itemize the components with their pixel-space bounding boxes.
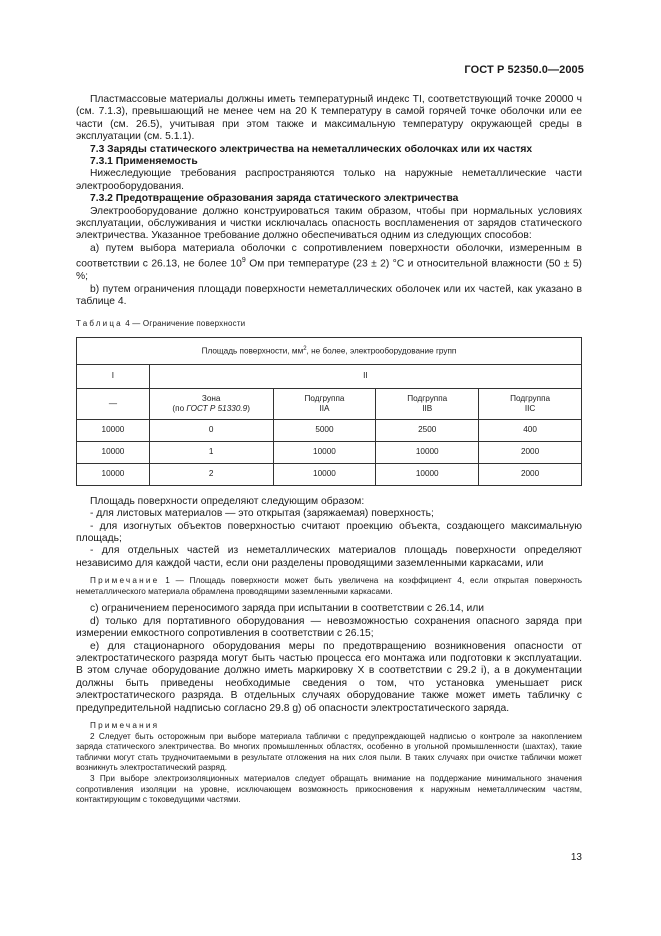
section-7-3-2-heading: 7.3.2 Предотвращение образования заряда статического электричества [90, 193, 459, 205]
table-cell: 2500 [376, 419, 479, 441]
notes-title-text: Примечания [90, 721, 160, 731]
header-main-text-end: , не более, электрооборудование групп [306, 347, 457, 357]
table-caption-word: Таблица [76, 319, 123, 329]
section-7-3-1-text: Нижеследующие требования распространяются только на наружные неметаллические части электрооборудования. [76, 168, 582, 192]
table-cell: 10000 [376, 463, 479, 485]
subgroup-IIC-header [479, 388, 582, 419]
zone-ref-standard: ГОСТ Р 51330.9 [186, 403, 248, 413]
table-cell: 2000 [479, 463, 582, 485]
zone-ref-close: ) [247, 403, 250, 413]
table-cell: 10000 [77, 463, 150, 485]
dash-cell: — [77, 388, 150, 419]
zone-label: Зона [201, 393, 221, 403]
note-1-text: 1 — Площадь поверхности может быть увеличена на коэффициент 4, если открытая поверхность неметаллического материала обрамлена проводящими заземленными каркасами. [76, 576, 582, 596]
group-I-header: I [77, 364, 150, 388]
table-cell: 10000 [376, 441, 479, 463]
table-cell: 10000 [77, 441, 150, 463]
zone-header [149, 388, 273, 419]
section-7-3-heading: 7.3 Заряды статического электричества на неметаллических оболочках или их частях [90, 143, 533, 155]
item-d: d) только для портативного оборудования — невозможностью сохранения опасного заряда при измерении емкостного сопротивления в соответствии с 26.15; [76, 615, 582, 640]
table-caption [76, 318, 582, 330]
group-II-header: II [149, 364, 581, 388]
note-3: 3 При выборе электроизоляционных материалов следует обращать внимание на поддержание минимального значения сопротивления изоляции на уровне, исключающем возможность прикосновения к наружным неметаллическим частям, контактирующим с токоведущими частями. [76, 773, 582, 805]
table-cell: 10000 [273, 463, 376, 485]
subgroup-IIB-header [376, 388, 479, 419]
area-item-curved: - для изогнутых объектов поверхностью считают проекцию объекта, создающего максимальную площадь; [76, 520, 582, 544]
paragraph-plastic-materials: Пластмассовые материалы должны иметь температурный индекс TI, соответствующий точке 20000 ч (см. 7.1.3), превышающий не менее чем на 20 К температуру в самой горячей точке оболочки или ее части (см. 26.5), учитывая при этом также и максимальную температуру окружающей среды в эксплуатации (см. 5.1.1). [76, 94, 582, 143]
table-cell: 5000 [273, 419, 376, 441]
page-content [76, 94, 582, 806]
table-row [77, 419, 582, 441]
zone-ref-open: (по [172, 403, 187, 413]
item-a-text-end: Ом при температуре (23 ± 2) °C и относительной влажности (50 ± 5) %; [76, 258, 582, 283]
subgroup-label: Подгруппа [510, 393, 551, 403]
section-7-3-2-text: Электрооборудование должно конструироваться таким образом, чтобы при нормальных условиях эксплуатации, обслуживания и чистки исключалась опасность воспламенения от зарядов статического электричества. Указанное требование должно обеспечиваться одним из следующих способов: [76, 205, 582, 242]
table-cell: 400 [479, 419, 582, 441]
table-cell: 2000 [479, 441, 582, 463]
note-1-label: Примечание [90, 576, 160, 586]
table-row [77, 463, 582, 485]
subgroup-code: IIC [524, 403, 536, 413]
item-a [76, 243, 582, 284]
subgroup-IIA-header [273, 388, 376, 419]
table-row [77, 441, 582, 463]
area-item-sheet: - для листовых материалов — это открытая (заряжаемая) поверхность; [90, 508, 434, 520]
subgroup-code: IIA [319, 403, 330, 413]
item-e: e) для стационарного оборудования меры по предотвращению возникновения опасности от электростатического разряда могут быть частью процесса его монтажа или подготовки к эксплуатации. В этом случае оборудование должно иметь маркировку X в соответствии с 29.2 i), а в документации должны быть приведены необходимые сведения о том, что установка уменьшает риск электростатического разряда. В отдельных случаях оборудование также может иметь табличку с предупредительной надписью согласно 29.8 g) об опасности электростатического заряда. [76, 640, 582, 714]
table-cell: 0 [149, 419, 273, 441]
table-cell: 10000 [273, 441, 376, 463]
table-main-header [77, 337, 582, 364]
note-1 [76, 576, 582, 597]
subgroup-code: IIB [422, 403, 433, 413]
header-main-text: Площадь поверхности, мм [201, 347, 304, 357]
table-caption-title: 4 — Ограничение поверхности [122, 319, 246, 329]
standard-header: ГОСТ Р 52350.0—2005 [464, 64, 584, 76]
subgroup-label: Подгруппа [407, 393, 448, 403]
page-number: 13 [570, 852, 582, 863]
table-group-row [77, 364, 582, 388]
item-c: c) ограничением переносимого заряда при испытании в соответствии с 26.14, или [90, 603, 484, 615]
table-subheader-row [77, 388, 582, 419]
note-2: 2 Следует быть осторожным при выборе материала таблички с предупреждающей надписью о контроле за накоплением заряда статического электричества. Во многих промышленных областях, особенно в угольной промышленности (шахтах), такие таблички могут стать трудночитаемыми в результате отложения на них слоя пыли. В таких случаях при очистке таблички может возникнуть электростатический разряд. [76, 731, 582, 773]
item-a-exponent: 9 [241, 257, 246, 265]
table-cell: 10000 [77, 419, 150, 441]
area-item-parts: - для отдельных частей из неметаллических материалов площадь поверхности определяют независимо для каждой части, если они разделены проводящими заземленными каркасами, или [76, 545, 582, 569]
subgroup-label: Подгруппа [304, 393, 345, 403]
area-intro: Площадь поверхности определяют следующим образом: [90, 495, 365, 507]
notes-title [76, 721, 582, 732]
table-cell: 2 [149, 463, 273, 485]
section-7-3-1-heading: 7.3.1 Применяемость [90, 156, 198, 168]
table-cell: 1 [149, 441, 273, 463]
item-a-text: a) путем выбора материала оболочки с сопротивлением поверхности оболочки, измеренным в соответствии с 26.13, не более 10 [76, 242, 582, 270]
table-header-row [77, 337, 582, 364]
header-main-sup: 2 [303, 346, 307, 353]
surface-limit-table [76, 337, 582, 486]
item-b: b) путем ограничения площади поверхности неметаллических оболочек или их частей, как указано в таблице 4. [76, 283, 582, 307]
